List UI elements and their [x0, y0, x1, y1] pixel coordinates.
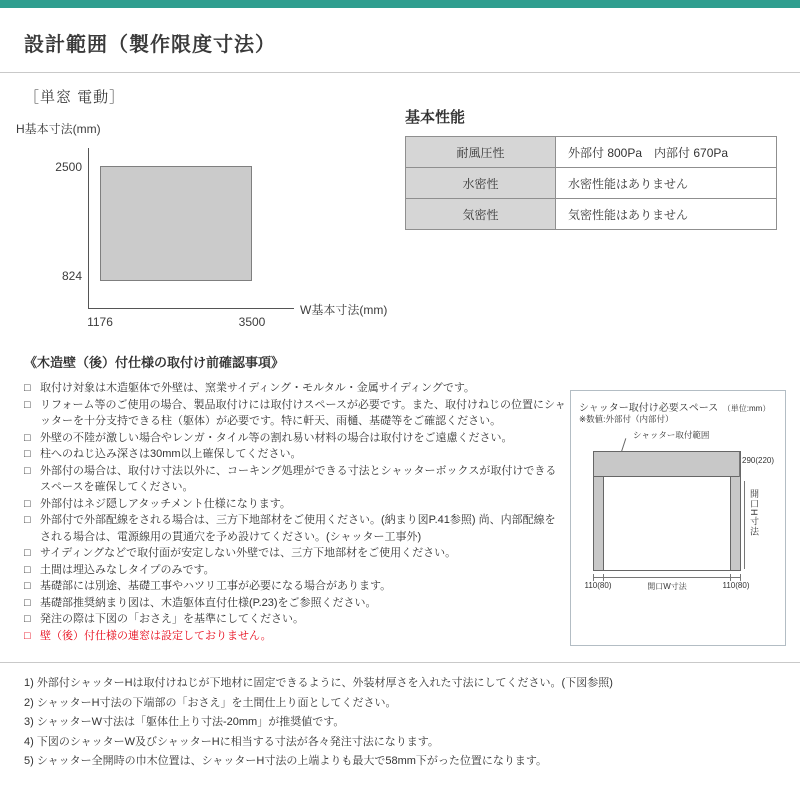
checklist-item-text: 基礎部推奨納まり図は、木造躯体直付仕様(P.23)をご参照ください。: [40, 596, 377, 609]
checklist-item-text: 外壁の不陸が激しい場合やレンガ・タイル等の割れ易い材料の場合は取付けをご遠慮ください。: [40, 431, 513, 444]
checklist-item: [24, 463, 566, 496]
checkbox-icon: □: [24, 514, 31, 526]
checklist-item: [24, 397, 566, 430]
performance-row-label: 耐風圧性: [406, 137, 556, 168]
performance-table: [405, 136, 777, 230]
checklist-item-text: 柱へのねじ込み深さは30mm以上確保してください。: [40, 448, 302, 460]
chart-y-max-tick: 2500: [55, 160, 82, 174]
checklist-item-text: 基礎部には別途、基礎工事やハツリ工事が必要になる場合があります。: [40, 580, 392, 592]
performance-row-label: 水密性: [406, 168, 556, 199]
checklist-item-text: 取付け対象は木造躯体で外壁は、窯業サイディング・モルタル・金属サイディングです。: [40, 382, 475, 394]
design-range-chart: [14, 118, 400, 342]
checklist-item: [24, 611, 566, 628]
footnote: 1) 外部付シャッターHは取付けねじが下地材に固定できるように、外装材厚さを入れた寸法にしてください。(下図参照): [24, 677, 613, 689]
checklist-item: [24, 562, 566, 579]
dimension-line-top: [739, 452, 740, 477]
checklist-item: [24, 545, 566, 562]
checklist-item-text: 外部付はネジ隠しアタッチメント仕様になります。: [40, 497, 291, 510]
chart-y-axis-line: [88, 148, 89, 309]
dimension-opening-width: 開口W寸法: [647, 582, 687, 591]
dimension-tick: [593, 574, 594, 581]
dimension-opening-height: 開口H寸法: [749, 489, 759, 537]
chart-x-max-tick: 3500: [238, 315, 266, 329]
footnote: 5) シャッター全開時の巾木位置は、シャッターH寸法の上端よりも最大で58mm下がった位置になります。: [24, 755, 548, 767]
checklist-item-text: 土間は埋込みなしタイプのみです。: [40, 563, 215, 576]
chart-x-min-tick: 1176: [87, 315, 113, 329]
shutter-left-column: [594, 477, 604, 570]
installation-space-diagram: [570, 390, 786, 646]
dimension-bottom-right: 110(80): [722, 581, 750, 590]
checklist-item: [24, 595, 566, 612]
dimension-tick: [730, 574, 731, 581]
checklist-item: [24, 496, 566, 513]
shutter-right-column: [730, 477, 740, 570]
table-row: [406, 137, 777, 168]
chart-y-axis-title: H基本寸法(mm): [16, 122, 101, 136]
table-row: [406, 168, 777, 199]
checklist-item: [24, 380, 566, 397]
dimension-line-height: [744, 481, 745, 569]
checkbox-icon: □: [24, 563, 31, 576]
checklist-item-text: 発注の際は下図の「おさえ」を基準にしてください。: [40, 613, 304, 625]
checkbox-icon: □: [24, 497, 31, 510]
checklist-item: [24, 512, 566, 545]
shutter-range-label: シャッター取付範囲: [633, 430, 710, 440]
checkbox-icon: □: [24, 398, 31, 411]
checklist-item: [24, 430, 566, 447]
checklist-item-text: 外部付で外部配線をされる場合は、三方下地部材をご使用ください。(納まり図P.41参照) 尚、内部配線をされる場合は、電源線用の貫通穴を予め設けてください。(シャッター工事外): [40, 514, 556, 543]
page-subtitle: ［単窓 電動］: [24, 89, 126, 106]
checklist-item: [24, 446, 566, 463]
checklist-item-text: サイディングなどで取付面が安定しない外壁では、三方下地部材をご使用ください。: [40, 547, 457, 559]
shutter-opening-shape: [593, 451, 741, 571]
footnotes-divider: [0, 662, 800, 663]
table-row: [406, 199, 777, 230]
dimension-bottom-left: 110(80): [584, 581, 612, 590]
checklist-item-text: 外部付の場合は、取付け寸法以外に、コーキング処理ができる寸法とシャッターボックスが取付けできるスペースを確保してください。: [40, 464, 557, 493]
checkbox-icon: □: [24, 547, 31, 559]
header-divider: [0, 72, 800, 73]
checkbox-icon: □: [24, 613, 31, 625]
performance-section: [405, 106, 777, 230]
performance-title: 基本性能: [405, 109, 466, 126]
checklist-item-warning: [24, 628, 566, 645]
shutter-top-band: [594, 452, 740, 477]
dimension-tick: [603, 574, 604, 581]
checkbox-icon: □: [24, 629, 31, 642]
checkbox-icon: □: [24, 580, 31, 592]
checklist-section: [24, 352, 566, 644]
footnote: 3) シャッターW寸法は「躯体仕上り寸法-20mm」が推奨値です。: [24, 716, 345, 728]
dimension-top-value: 290(220): [742, 456, 775, 465]
checkbox-icon: □: [24, 431, 31, 444]
chart-x-axis-title: W基本寸法(mm): [300, 303, 388, 317]
checkbox-icon: □: [24, 382, 31, 394]
checklist-title: 《木造壁（後）付仕様の取付け前確認事項》: [24, 355, 285, 370]
page-title: 設計範囲（製作限度寸法）: [24, 34, 276, 56]
footnotes-section: [24, 674, 784, 772]
diagram-unit-label: （単位:mm）: [722, 404, 771, 413]
performance-row-value: 水密性能はありません: [556, 168, 777, 199]
chart-y-min-tick: 824: [61, 269, 82, 283]
checklist-item-text: 壁（後）付仕様の連窓は設定しておりません。: [40, 629, 272, 642]
performance-row-value: 外部付 800Pa 内部付 670Pa: [556, 137, 777, 168]
chart-x-axis-line: [88, 308, 294, 309]
footnote: 4) 下図のシャッターW及びシャッターHに相当する寸法が各々発注寸法になります。: [24, 735, 439, 748]
dimension-line-bottom: [593, 577, 741, 578]
performance-row-label: 気密性: [406, 199, 556, 230]
dimension-tick: [740, 574, 741, 581]
checkbox-icon: □: [24, 596, 31, 609]
diagram-note: ※数値:外部付（内部付）: [579, 414, 674, 424]
accent-topbar: [0, 0, 800, 8]
checklist-item-text: リフォーム等のご使用の場合、製品取付けには取付けスペースが必要です。また、取付けねじの位置にシャッターを十分支持できる柱（躯体）が必要です。特に軒天、雨樋、基礎等をご確認ください。: [40, 398, 566, 427]
checkbox-icon: □: [24, 448, 31, 460]
footnote: 2) シャッターH寸法の下端部の「おさえ」を土間仕上り面としてください。: [24, 696, 397, 709]
checkbox-icon: □: [24, 464, 31, 477]
performance-row-value: 気密性能はありません: [556, 199, 777, 230]
design-range-area: [100, 166, 252, 281]
checklist-item: [24, 578, 566, 595]
diagram-title: シャッター取付け必要スペース: [579, 403, 719, 414]
